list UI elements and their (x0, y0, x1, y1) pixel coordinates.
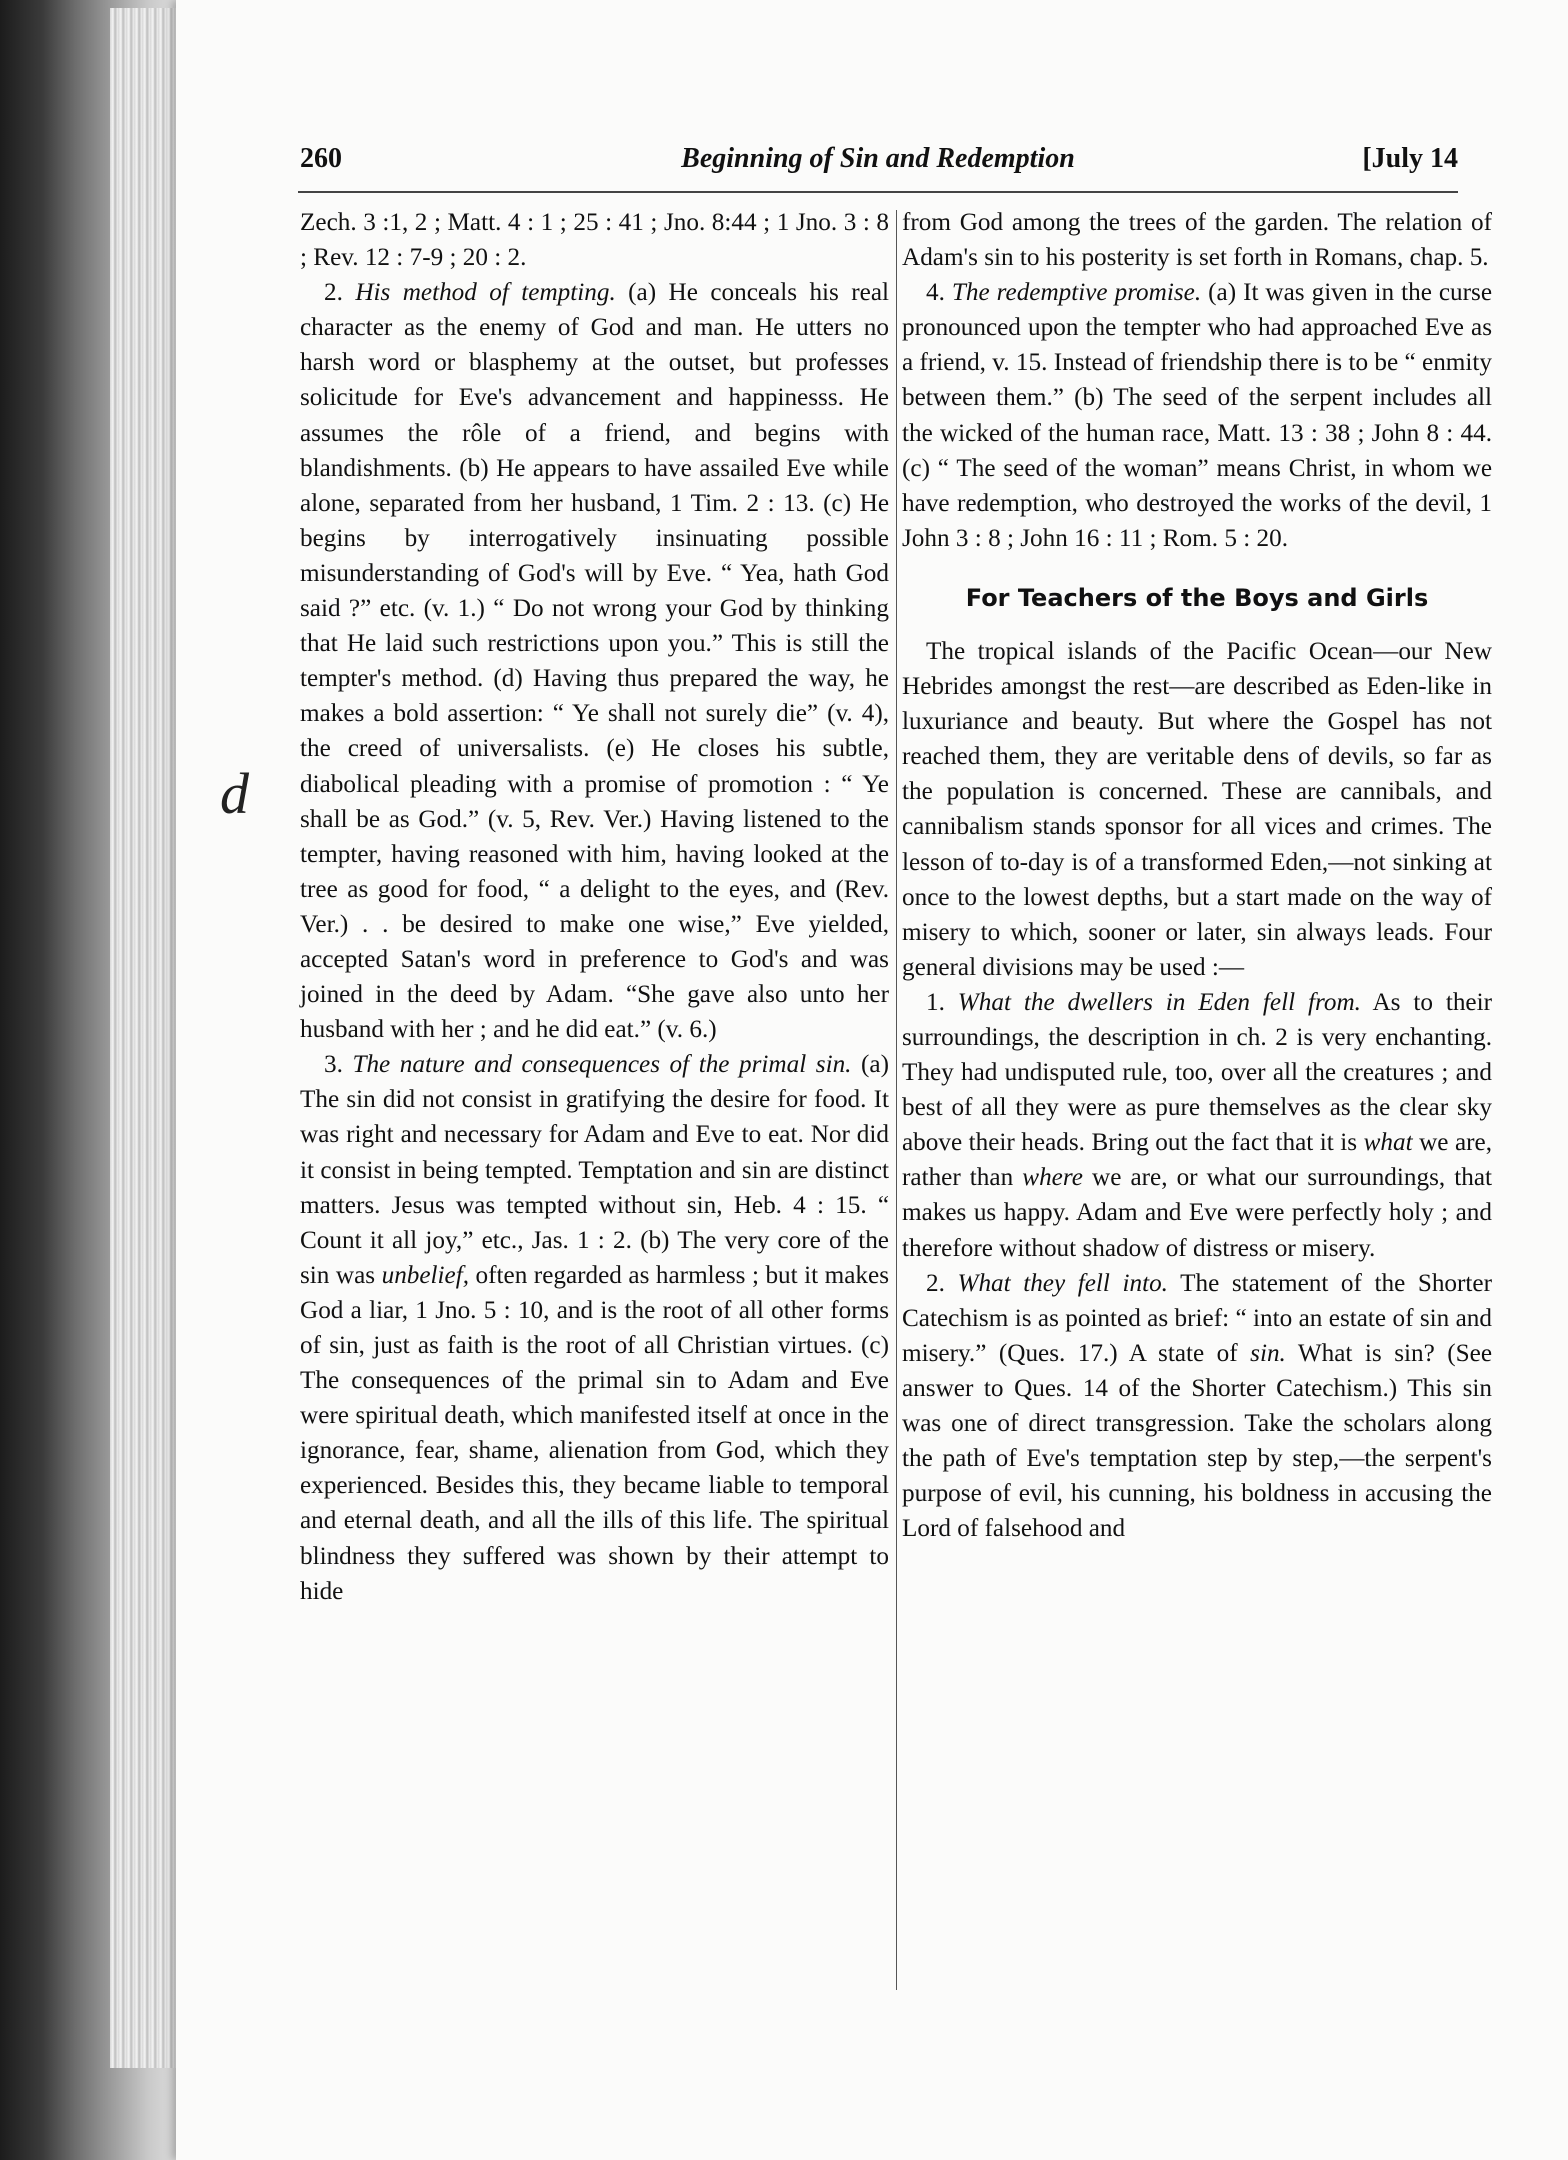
paragraph-subheading: What they fell into. (957, 1269, 1168, 1297)
header-date: [July 14 (1362, 143, 1458, 174)
paragraph-number: 2. (926, 1269, 945, 1297)
paragraph-text: (a) The sin did not consist in gratifying the desire for food. It was right and necessary for Adam and Eve to eat. Nor did it consist in being tempted. Temptation and sin are distinct matters. Jesus was tempted without sin, Heb. 4 : 15. “ Count it all joy,” etc., Jas. 1 : 2. (b) The very core of the sin was (300, 1051, 889, 1289)
paragraph-text: we are, or what our surroundings, that makes us happy. Adam and Eve were perfectly holy ; and therefore without shadow of distress or misery. (902, 1164, 1493, 1262)
column-divider (896, 210, 897, 1990)
paragraph-fell-from (902, 985, 1492, 1266)
right-column (902, 205, 1492, 1546)
paragraph-text: often regarded as harmless ; but it makes God a liar, 1 Jno. 5 : 10, and is the root of all other forms of sin, just as faith is the root of all Christian virtues. (c) The consequences of the primal sin to Adam and Eve were spiritual death, which manifested itself at once in the ignorance, fear, shame, alienation from God, which they experienced. Besides this, they became liable to temporal and eternal death, and all the ills of this life. The spiritual blindness they suffered was shown by their attempt to hide (300, 1261, 890, 1605)
paragraph-continuation: from God among the trees of the garden. The relation of Adam's sin to his posterity is set forth in Romans, chap. 5. (902, 209, 1492, 272)
margin-handwritten-mark: d (220, 761, 249, 826)
book-page (176, 0, 1568, 2160)
paragraph-number: 2. (324, 279, 343, 307)
paragraph-text: The statement of the Shorter Catechism is as pointed as brief: “ into an estate of sin and misery.” (Ques. 17.) A state of (902, 1269, 1492, 1367)
italic-word: sin. (1250, 1339, 1286, 1367)
paragraph-text: we are, rather than (902, 1129, 1492, 1192)
paragraph-number: 1. (926, 988, 945, 1016)
running-title: Beginning of Sin and Redemption (681, 143, 1075, 174)
paragraph-number: 3. (324, 1051, 343, 1079)
italic-word: what (1363, 1129, 1413, 1157)
paragraph-subheading: The nature and consequences of the primal sin. (352, 1051, 852, 1079)
paragraph-subheading: The redemptive promise. (951, 279, 1202, 307)
paragraph-text: (a) He conceals his real character as the enemy of God and man. He utters no harsh word or blasphemy at the outset, but professes solicitude for Eve's advancement and happinesss. He assumes the rôle of a friend, and begins with blandishments. (b) He appears to have assailed Eve while alone, separated from her husband, 1 Tim. 2 : 13. (c) He begins by interrogatively insinuating possible misunderstanding of God's will by Eve. “ Yea, hath God said ?” etc. (v. 1.) “ Do not wrong your God by thinking that He laid such restrictions upon you.” This is still the tempter's method. (d) Having thus prepared the way, he makes a bold assertion: “ Ye shall not surely die” (v. 4), the creed of universalists. (e) He closes his subtle, diabolical pleading with a promise of promotion : “ Ye shall be as God.” (v. 5, Rev. Ver.) Having listened to the tempter, having reasoned with him, having looked at the tree as good for food, “ a delight to the eyes, and (Rev. Ver.) . . be desired to make one wise,” Eve yielded, accepted Satan's word in preference to God's and was joined in the deed by Adam. “She gave also unto her husband with her ; and he did eat.” (v. 6.) (300, 279, 890, 1044)
paragraph-text: (a) It was given in the curse pronounced upon the tempter who had approached Eve as a friend, v. 15. Instead of friendship there is to be “ enmity between them.” (b) The seed of the serpent includes all the wicked of the human race, Matt. 13 : 38 ; John 8 : 44. (c) “ The seed of the woman” means Christ, in whom we have redemption, who destroyed the works of the devil, 1 John 3 : 8 ; John 16 : 11 ; Rom. 5 : 20. (902, 279, 1493, 552)
paragraph-subheading: What the dwellers in Eden fell from. (957, 988, 1361, 1016)
paragraph-redemptive-promise (902, 275, 1492, 556)
section-heading: For Teachers of the Boys and Girls (965, 583, 1429, 612)
paragraph-subheading: His method of tempting. (355, 279, 616, 307)
paragraph-fell-into (902, 1266, 1492, 1547)
paragraph-references: Zech. 3 :1, 2 ; Matt. 4 : 1 ; 25 : 41 ; Jno. 8:44 ; 1 Jno. 3 : 8 ; Rev. 12 : 7-9 ; 20 : 2. (300, 209, 889, 272)
running-header (298, 143, 1458, 193)
paragraph-text: What is sin? (See answer to Ques. 14 of the Shorter Catechism.) This sin was one of direct transgression. Take the scholars along the path of Eve's temptation step by step,—the serpent's purpose of evil, his cunning, his boldness in accusing the Lord of falsehood and (902, 1339, 1493, 1543)
paragraph-nature-of-sin (300, 1047, 889, 1609)
paragraph-number: 4. (926, 279, 945, 307)
left-column (300, 205, 889, 1609)
paragraph-method-of-tempting (300, 275, 889, 1047)
page-number: 260 (300, 143, 342, 174)
paragraph-tropical-islands: The tropical islands of the Pacific Ocean—our New Hebrides amongst the rest—are described as Eden-like in luxuriance and beauty. But where the Gospel has not reached them, they are veritable dens of devils, so far as the population is concerned. These are cannibals, and cannibalism stands sponsor for all vices and crimes. The lesson of to-day is of a transformed Eden,—not sinking at once to the lowest depths, but a start made on the way of misery to which, sooner or later, sin always leads. Four general divisions may be used :— (902, 637, 1492, 981)
paragraph-text: As to their surroundings, the description in ch. 2 is very enchanting. They had undisputed rule, too, over all the creatures ; and best of all they were as pure themselves as the clear sky above their heads. Bring out the fact that it is (902, 988, 1492, 1157)
italic-word: where (1022, 1164, 1083, 1192)
italic-word: unbelief, (381, 1261, 470, 1289)
